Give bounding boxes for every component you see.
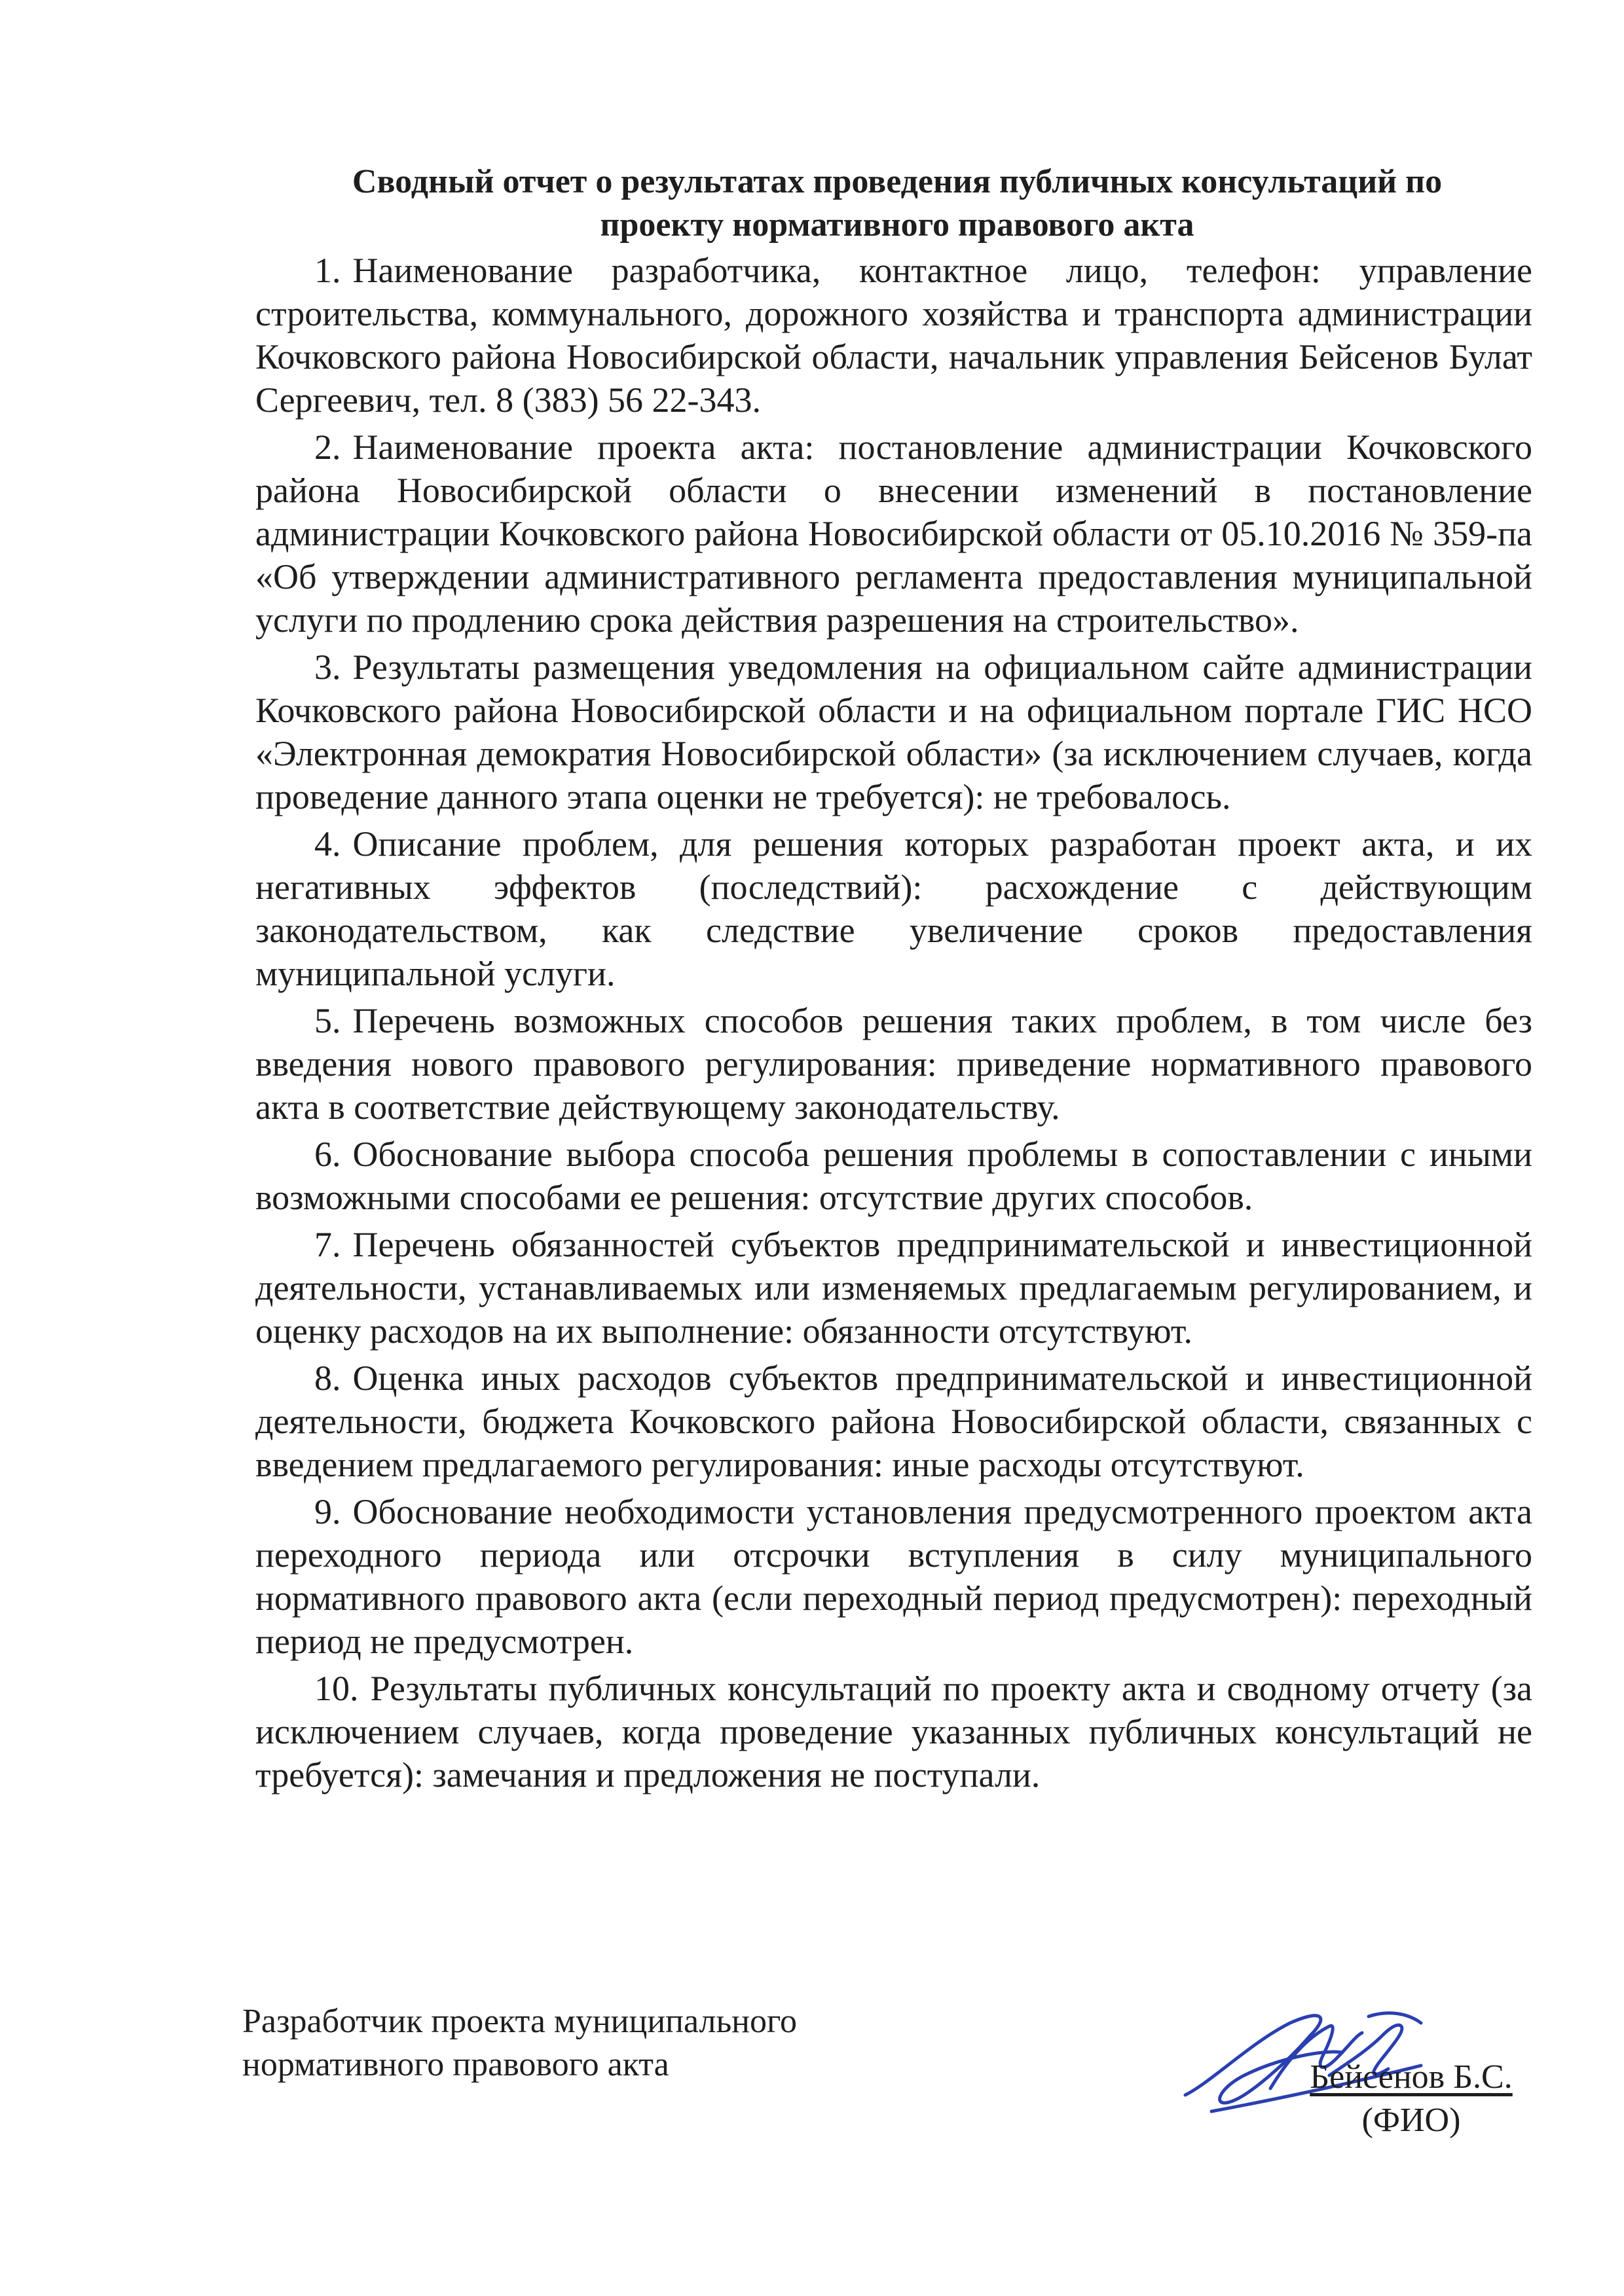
item-number: 8.	[314, 1358, 341, 1398]
item-text: Наименование разработчика, контактное лицо, телефон: управление строительства, коммунального, дорожного хозяйства и транспорта администрации Кочковского района Новосибирской области, начальник управления Бейсенов Булат Сергеевич, тел. 8 (383) 56 22-343.	[255, 251, 1532, 420]
item-number: 5.	[314, 1001, 341, 1040]
item-number: 10.	[314, 1669, 359, 1708]
item-text: Обоснование выбора способа решения проблемы в сопоставлении с иными возможными способами ее решения: отсутствие других способов.	[255, 1135, 1532, 1217]
signer	[1283, 2056, 1539, 2142]
signer-caption: (ФИО)	[1361, 2102, 1461, 2139]
item-text: Результаты публичных консультаций по проекту акта и сводному отчету (за исключением случаев, когда проведение указанных публичных консультаций не требуется): замечания и предложения не поступали.	[255, 1669, 1532, 1795]
item-text: Результаты размещения уведомления на официальном сайте администрации Кочковского района Новосибирской области и на официальном портале ГИС НСО «Электронная демократия Новосибирской области» (за исключением случаев, когда проведение данного этапа оценки не требуется): не требовалось.	[255, 647, 1532, 816]
list-item	[255, 1667, 1532, 1796]
list-item	[255, 1490, 1532, 1663]
list-item	[255, 1223, 1532, 1353]
item-number: 9.	[314, 1492, 341, 1531]
list-item	[255, 646, 1532, 818]
signature-block	[242, 2000, 1539, 2170]
list-item	[255, 1133, 1532, 1219]
developer-label-line-1: Разработчик проекта муниципального	[242, 2003, 798, 2040]
list-item	[255, 426, 1532, 642]
item-number: 2.	[314, 428, 341, 467]
list-item	[255, 249, 1532, 422]
title-line-1: Сводный отчет о результатах проведения публичных консультаций по	[352, 163, 1443, 200]
item-number: 4.	[314, 824, 341, 864]
item-number: 1.	[314, 251, 341, 290]
title-line-2: проекту нормативного правового акта	[600, 206, 1194, 244]
list-item	[255, 999, 1532, 1129]
document-body	[255, 249, 1532, 1800]
developer-label	[242, 2000, 963, 2086]
item-text: Перечень возможных способов решения таких проблем, в том числе без введения нового правового регулирования: приведение нормативного правового акта в соответствие действующему законодательству.	[255, 1001, 1532, 1127]
item-number: 7.	[314, 1225, 341, 1264]
item-number: 6.	[314, 1135, 341, 1174]
item-text: Наименование проекта акта: постановление администрации Кочковского района Новосибирской области о внесении изменений в постановление администрации Кочковского района Новосибирской области от 05.10.2016 № 359-па «Об утверждении административного регламента предоставления муниципальной услуги по продлению срока действия разрешения на строительство».	[255, 428, 1532, 640]
item-number: 3.	[314, 647, 341, 687]
item-text: Описание проблем, для решения которых разработан проект акта, и их негативных эффектов (последствий): расхождение с действующим законодательством, как следствие увеличение сроков предоставления муниципальной услуги.	[255, 824, 1532, 993]
signer-name: Бейсенов Б.С.	[1310, 2058, 1513, 2096]
developer-label-line-2: нормативного правового акта	[242, 2046, 669, 2083]
list-item	[255, 822, 1532, 995]
item-text: Перечень обязанностей субъектов предпринимательской и инвестиционной деятельности, устанавливаемых или изменяемых предлагаемым регулированием, и оценку расходов на их выполнение: обязанности отсутствуют.	[255, 1225, 1532, 1351]
item-text: Обоснование необходимости установления предусмотренного проектом акта переходного периода или отсрочки вступления в силу муниципального нормативного правового акта (если переходный период предусмотрен): переходный период не предусмотрен.	[255, 1492, 1532, 1661]
list-item	[255, 1357, 1532, 1486]
document-title	[275, 160, 1519, 247]
item-text: Оценка иных расходов субъектов предпринимательской и инвестиционной деятельности, бюджета Кочковского района Новосибирской области, связанных с введением предлагаемого регулирования: иные расходы отсутствуют.	[255, 1358, 1532, 1484]
